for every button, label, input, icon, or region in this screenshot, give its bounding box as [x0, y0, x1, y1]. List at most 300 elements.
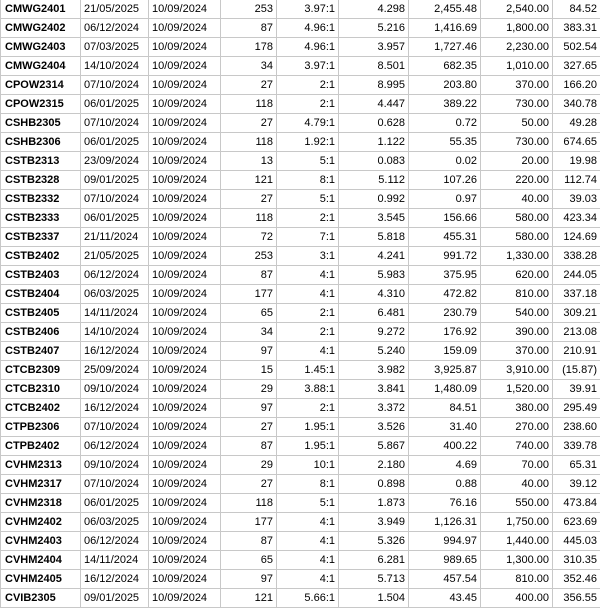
- col7-cell[interactable]: 55.35: [409, 133, 481, 152]
- ratio-cell[interactable]: 3:1: [277, 247, 339, 266]
- value-cell[interactable]: 5.240: [339, 342, 409, 361]
- col7-cell[interactable]: 400.22: [409, 437, 481, 456]
- table-row: [1, 456, 600, 475]
- value-cell[interactable]: 5.983: [339, 266, 409, 285]
- code-cell[interactable]: CSTB2403: [1, 266, 81, 285]
- col7-cell[interactable]: 1,480.09: [409, 380, 481, 399]
- calc-date-cell[interactable]: 10/09/2024: [149, 418, 221, 437]
- days-cell[interactable]: 121: [221, 171, 277, 190]
- col8-cell[interactable]: 220.00: [481, 171, 553, 190]
- days-cell[interactable]: 27: [221, 114, 277, 133]
- ratio-cell[interactable]: 3.97:1: [277, 57, 339, 76]
- col7-cell[interactable]: 3,925.87: [409, 361, 481, 380]
- diff-cell[interactable]: 210.91: [553, 342, 600, 361]
- maturity-date-cell[interactable]: 06/01/2025: [81, 494, 149, 513]
- calc-date-cell[interactable]: 10/09/2024: [149, 114, 221, 133]
- value-cell[interactable]: 1.873: [339, 494, 409, 513]
- diff-cell[interactable]: 295.49: [553, 399, 600, 418]
- maturity-date-cell[interactable]: 09/01/2025: [81, 589, 149, 608]
- diff-cell[interactable]: (15.87): [553, 361, 600, 380]
- days-cell[interactable]: 27: [221, 418, 277, 437]
- days-cell[interactable]: 65: [221, 304, 277, 323]
- calc-date-cell[interactable]: 10/09/2024: [149, 494, 221, 513]
- days-cell[interactable]: 97: [221, 342, 277, 361]
- maturity-date-cell[interactable]: 06/12/2024: [81, 532, 149, 551]
- col7-cell[interactable]: 156.66: [409, 209, 481, 228]
- col7-cell[interactable]: 159.09: [409, 342, 481, 361]
- col8-cell[interactable]: 2,230.00: [481, 38, 553, 57]
- diff-cell[interactable]: 445.03: [553, 532, 600, 551]
- days-cell[interactable]: 65: [221, 551, 277, 570]
- days-cell[interactable]: 13: [221, 152, 277, 171]
- maturity-date-cell[interactable]: 21/05/2025: [81, 247, 149, 266]
- col8-cell[interactable]: 1,330.00: [481, 247, 553, 266]
- value-cell[interactable]: 1.122: [339, 133, 409, 152]
- code-cell[interactable]: CSHB2306: [1, 133, 81, 152]
- col7-cell[interactable]: 43.45: [409, 589, 481, 608]
- diff-cell[interactable]: 39.03: [553, 190, 600, 209]
- code-cell[interactable]: CVHM2318: [1, 494, 81, 513]
- code-cell[interactable]: CMWG2402: [1, 19, 81, 38]
- calc-date-cell[interactable]: 10/09/2024: [149, 380, 221, 399]
- calc-date-cell[interactable]: 10/09/2024: [149, 475, 221, 494]
- days-cell[interactable]: 118: [221, 494, 277, 513]
- value-cell[interactable]: 4.447: [339, 95, 409, 114]
- days-cell[interactable]: 72: [221, 228, 277, 247]
- code-cell[interactable]: CSHB2305: [1, 114, 81, 133]
- ratio-cell[interactable]: 7:1: [277, 228, 339, 247]
- code-cell[interactable]: CTPB2306: [1, 418, 81, 437]
- diff-cell[interactable]: 423.34: [553, 209, 600, 228]
- maturity-date-cell[interactable]: 07/10/2024: [81, 475, 149, 494]
- ratio-cell[interactable]: 8:1: [277, 171, 339, 190]
- days-cell[interactable]: 97: [221, 570, 277, 589]
- maturity-date-cell[interactable]: 06/01/2025: [81, 95, 149, 114]
- col8-cell[interactable]: 400.00: [481, 589, 553, 608]
- ratio-cell[interactable]: 4.96:1: [277, 19, 339, 38]
- maturity-date-cell[interactable]: 06/12/2024: [81, 19, 149, 38]
- col8-cell[interactable]: 1,520.00: [481, 380, 553, 399]
- calc-date-cell[interactable]: 10/09/2024: [149, 76, 221, 95]
- value-cell[interactable]: 1.504: [339, 589, 409, 608]
- days-cell[interactable]: 177: [221, 285, 277, 304]
- value-cell[interactable]: 2.180: [339, 456, 409, 475]
- days-cell[interactable]: 15: [221, 361, 277, 380]
- days-cell[interactable]: 87: [221, 532, 277, 551]
- diff-cell[interactable]: 244.05: [553, 266, 600, 285]
- col7-cell[interactable]: 994.97: [409, 532, 481, 551]
- code-cell[interactable]: CSTB2405: [1, 304, 81, 323]
- ratio-cell[interactable]: 1.92:1: [277, 133, 339, 152]
- code-cell[interactable]: CVHM2405: [1, 570, 81, 589]
- value-cell[interactable]: 5.216: [339, 19, 409, 38]
- table-row: [1, 551, 600, 570]
- days-cell[interactable]: 97: [221, 399, 277, 418]
- col8-cell[interactable]: 1,750.00: [481, 513, 553, 532]
- calc-date-cell[interactable]: 10/09/2024: [149, 247, 221, 266]
- code-cell[interactable]: CSTB2402: [1, 247, 81, 266]
- days-cell[interactable]: 87: [221, 266, 277, 285]
- diff-cell[interactable]: 309.21: [553, 304, 600, 323]
- col7-cell[interactable]: 991.72: [409, 247, 481, 266]
- ratio-cell[interactable]: 4.96:1: [277, 38, 339, 57]
- ratio-cell[interactable]: 2:1: [277, 304, 339, 323]
- code-cell[interactable]: CVHM2402: [1, 513, 81, 532]
- col8-cell[interactable]: 380.00: [481, 399, 553, 418]
- table-row: [1, 475, 600, 494]
- days-cell[interactable]: 34: [221, 57, 277, 76]
- days-cell[interactable]: 177: [221, 513, 277, 532]
- diff-cell[interactable]: 310.35: [553, 551, 600, 570]
- col8-cell[interactable]: 2,540.00: [481, 0, 553, 19]
- col7-cell[interactable]: 0.72: [409, 114, 481, 133]
- table-row: [1, 494, 600, 513]
- col8-cell[interactable]: 620.00: [481, 266, 553, 285]
- maturity-date-cell[interactable]: 06/01/2025: [81, 133, 149, 152]
- ratio-cell[interactable]: 2:1: [277, 209, 339, 228]
- table-row: [1, 133, 600, 152]
- ratio-cell[interactable]: 10:1: [277, 456, 339, 475]
- diff-cell[interactable]: 623.69: [553, 513, 600, 532]
- value-cell[interactable]: 3.949: [339, 513, 409, 532]
- ratio-cell[interactable]: 3.88:1: [277, 380, 339, 399]
- col7-cell[interactable]: 472.82: [409, 285, 481, 304]
- ratio-cell[interactable]: 5:1: [277, 152, 339, 171]
- table-row: [1, 361, 600, 380]
- col7-cell[interactable]: 682.35: [409, 57, 481, 76]
- code-cell[interactable]: CMWG2404: [1, 57, 81, 76]
- maturity-date-cell[interactable]: 06/12/2024: [81, 266, 149, 285]
- col7-cell[interactable]: 76.16: [409, 494, 481, 513]
- code-cell[interactable]: CVIB2305: [1, 589, 81, 608]
- code-cell[interactable]: CMWG2401: [1, 0, 81, 19]
- col8-cell[interactable]: 50.00: [481, 114, 553, 133]
- code-cell[interactable]: CSTB2333: [1, 209, 81, 228]
- col7-cell[interactable]: 389.22: [409, 95, 481, 114]
- maturity-date-cell[interactable]: 14/11/2024: [81, 551, 149, 570]
- calc-date-cell[interactable]: 10/09/2024: [149, 570, 221, 589]
- calc-date-cell[interactable]: 10/09/2024: [149, 152, 221, 171]
- col8-cell[interactable]: 810.00: [481, 570, 553, 589]
- diff-cell[interactable]: 39.91: [553, 380, 600, 399]
- col7-cell[interactable]: 230.79: [409, 304, 481, 323]
- col7-cell[interactable]: 989.65: [409, 551, 481, 570]
- col8-cell[interactable]: 580.00: [481, 228, 553, 247]
- days-cell[interactable]: 29: [221, 456, 277, 475]
- maturity-date-cell[interactable]: 14/11/2024: [81, 304, 149, 323]
- col7-cell[interactable]: 84.51: [409, 399, 481, 418]
- calc-date-cell[interactable]: 10/09/2024: [149, 38, 221, 57]
- ratio-cell[interactable]: 2:1: [277, 95, 339, 114]
- calc-date-cell[interactable]: 10/09/2024: [149, 57, 221, 76]
- col8-cell[interactable]: 1,800.00: [481, 19, 553, 38]
- maturity-date-cell[interactable]: 21/11/2024: [81, 228, 149, 247]
- col8-cell[interactable]: 3,910.00: [481, 361, 553, 380]
- days-cell[interactable]: 27: [221, 475, 277, 494]
- diff-cell[interactable]: 166.20: [553, 76, 600, 95]
- col8-cell[interactable]: 70.00: [481, 456, 553, 475]
- diff-cell[interactable]: 124.69: [553, 228, 600, 247]
- value-cell[interactable]: 6.481: [339, 304, 409, 323]
- ratio-cell[interactable]: 4:1: [277, 532, 339, 551]
- col7-cell[interactable]: 4.69: [409, 456, 481, 475]
- code-cell[interactable]: CTCB2310: [1, 380, 81, 399]
- table-row: [1, 171, 600, 190]
- value-cell[interactable]: 9.272: [339, 323, 409, 342]
- col8-cell[interactable]: 390.00: [481, 323, 553, 342]
- value-cell[interactable]: 4.241: [339, 247, 409, 266]
- calc-date-cell[interactable]: 10/09/2024: [149, 304, 221, 323]
- diff-cell[interactable]: 340.78: [553, 95, 600, 114]
- ratio-cell[interactable]: 8:1: [277, 475, 339, 494]
- diff-cell[interactable]: 112.74: [553, 171, 600, 190]
- diff-cell[interactable]: 338.28: [553, 247, 600, 266]
- days-cell[interactable]: 34: [221, 323, 277, 342]
- diff-cell[interactable]: 356.55: [553, 589, 600, 608]
- diff-cell[interactable]: 337.18: [553, 285, 600, 304]
- ratio-cell[interactable]: 4:1: [277, 285, 339, 304]
- code-cell[interactable]: CSTB2407: [1, 342, 81, 361]
- col7-cell[interactable]: 1,126.31: [409, 513, 481, 532]
- calc-date-cell[interactable]: 10/09/2024: [149, 190, 221, 209]
- diff-cell[interactable]: 39.12: [553, 475, 600, 494]
- col7-cell[interactable]: 1,416.69: [409, 19, 481, 38]
- calc-date-cell[interactable]: 10/09/2024: [149, 456, 221, 475]
- days-cell[interactable]: 121: [221, 589, 277, 608]
- col8-cell[interactable]: 740.00: [481, 437, 553, 456]
- diff-cell[interactable]: 352.46: [553, 570, 600, 589]
- days-cell[interactable]: 118: [221, 95, 277, 114]
- code-cell[interactable]: CMWG2403: [1, 38, 81, 57]
- maturity-date-cell[interactable]: 16/12/2024: [81, 342, 149, 361]
- code-cell[interactable]: CPOW2315: [1, 95, 81, 114]
- calc-date-cell[interactable]: 10/09/2024: [149, 551, 221, 570]
- col7-cell[interactable]: 203.80: [409, 76, 481, 95]
- code-cell[interactable]: CSTB2404: [1, 285, 81, 304]
- value-cell[interactable]: 5.326: [339, 532, 409, 551]
- code-cell[interactable]: CSTB2313: [1, 152, 81, 171]
- maturity-date-cell[interactable]: 14/10/2024: [81, 323, 149, 342]
- days-cell[interactable]: 87: [221, 437, 277, 456]
- calc-date-cell[interactable]: 10/09/2024: [149, 437, 221, 456]
- calc-date-cell[interactable]: 10/09/2024: [149, 228, 221, 247]
- col7-cell[interactable]: 0.88: [409, 475, 481, 494]
- value-cell[interactable]: 3.982: [339, 361, 409, 380]
- ratio-cell[interactable]: 1.95:1: [277, 437, 339, 456]
- ratio-cell[interactable]: 1.45:1: [277, 361, 339, 380]
- ratio-cell[interactable]: 4:1: [277, 513, 339, 532]
- col7-cell[interactable]: 2,455.48: [409, 0, 481, 19]
- maturity-date-cell[interactable]: 21/05/2025: [81, 0, 149, 19]
- maturity-date-cell[interactable]: 14/10/2024: [81, 57, 149, 76]
- days-cell[interactable]: 29: [221, 380, 277, 399]
- calc-date-cell[interactable]: 10/09/2024: [149, 285, 221, 304]
- col8-cell[interactable]: 1,440.00: [481, 532, 553, 551]
- ratio-cell[interactable]: 4:1: [277, 266, 339, 285]
- maturity-date-cell[interactable]: 09/01/2025: [81, 171, 149, 190]
- calc-date-cell[interactable]: 10/09/2024: [149, 19, 221, 38]
- table-row: [1, 513, 600, 532]
- diff-cell[interactable]: 502.54: [553, 38, 600, 57]
- table-row: [1, 0, 600, 19]
- calc-date-cell[interactable]: 10/09/2024: [149, 532, 221, 551]
- maturity-date-cell[interactable]: 09/10/2024: [81, 456, 149, 475]
- col7-cell[interactable]: 457.54: [409, 570, 481, 589]
- col8-cell[interactable]: 20.00: [481, 152, 553, 171]
- code-cell[interactable]: CSTB2337: [1, 228, 81, 247]
- calc-date-cell[interactable]: 10/09/2024: [149, 342, 221, 361]
- days-cell[interactable]: 178: [221, 38, 277, 57]
- ratio-cell[interactable]: 2:1: [277, 76, 339, 95]
- maturity-date-cell[interactable]: 07/10/2024: [81, 114, 149, 133]
- col8-cell[interactable]: 1,300.00: [481, 551, 553, 570]
- col8-cell[interactable]: 370.00: [481, 76, 553, 95]
- col8-cell[interactable]: 730.00: [481, 133, 553, 152]
- value-cell[interactable]: 5.867: [339, 437, 409, 456]
- diff-cell[interactable]: 327.65: [553, 57, 600, 76]
- code-cell[interactable]: CSTB2332: [1, 190, 81, 209]
- maturity-date-cell[interactable]: 06/12/2024: [81, 437, 149, 456]
- col8-cell[interactable]: 550.00: [481, 494, 553, 513]
- calc-date-cell[interactable]: 10/09/2024: [149, 95, 221, 114]
- value-cell[interactable]: 6.281: [339, 551, 409, 570]
- value-cell[interactable]: 3.526: [339, 418, 409, 437]
- col7-cell[interactable]: 31.40: [409, 418, 481, 437]
- value-cell[interactable]: 3.841: [339, 380, 409, 399]
- value-cell[interactable]: 4.298: [339, 0, 409, 19]
- days-cell[interactable]: 118: [221, 209, 277, 228]
- maturity-date-cell[interactable]: 25/09/2024: [81, 361, 149, 380]
- maturity-date-cell[interactable]: 09/10/2024: [81, 380, 149, 399]
- calc-date-cell[interactable]: 10/09/2024: [149, 209, 221, 228]
- code-cell[interactable]: CVHM2313: [1, 456, 81, 475]
- maturity-date-cell[interactable]: 06/01/2025: [81, 209, 149, 228]
- diff-cell[interactable]: 674.65: [553, 133, 600, 152]
- col7-cell[interactable]: 1,727.46: [409, 38, 481, 57]
- col7-cell[interactable]: 0.97: [409, 190, 481, 209]
- diff-cell[interactable]: 65.31: [553, 456, 600, 475]
- diff-cell[interactable]: 238.60: [553, 418, 600, 437]
- col7-cell[interactable]: 455.31: [409, 228, 481, 247]
- ratio-cell[interactable]: 4:1: [277, 342, 339, 361]
- calc-date-cell[interactable]: 10/09/2024: [149, 513, 221, 532]
- days-cell[interactable]: 27: [221, 190, 277, 209]
- col8-cell[interactable]: 580.00: [481, 209, 553, 228]
- col7-cell[interactable]: 0.02: [409, 152, 481, 171]
- code-cell[interactable]: CVHM2317: [1, 475, 81, 494]
- calc-date-cell[interactable]: 10/09/2024: [149, 171, 221, 190]
- col7-cell[interactable]: 107.26: [409, 171, 481, 190]
- code-cell[interactable]: CVHM2403: [1, 532, 81, 551]
- col8-cell[interactable]: 730.00: [481, 95, 553, 114]
- code-cell[interactable]: CTPB2402: [1, 437, 81, 456]
- diff-cell[interactable]: 84.52: [553, 0, 600, 19]
- maturity-date-cell[interactable]: 16/12/2024: [81, 570, 149, 589]
- ratio-cell[interactable]: 5:1: [277, 494, 339, 513]
- col8-cell[interactable]: 40.00: [481, 475, 553, 494]
- table-row: [1, 589, 600, 608]
- col8-cell[interactable]: 370.00: [481, 342, 553, 361]
- ratio-cell[interactable]: 5:1: [277, 190, 339, 209]
- value-cell[interactable]: 3.372: [339, 399, 409, 418]
- code-cell[interactable]: CVHM2404: [1, 551, 81, 570]
- diff-cell[interactable]: 383.31: [553, 19, 600, 38]
- col7-cell[interactable]: 375.95: [409, 266, 481, 285]
- calc-date-cell[interactable]: 10/09/2024: [149, 589, 221, 608]
- value-cell[interactable]: 8.501: [339, 57, 409, 76]
- calc-date-cell[interactable]: 10/09/2024: [149, 361, 221, 380]
- value-cell[interactable]: 0.992: [339, 190, 409, 209]
- col8-cell[interactable]: 540.00: [481, 304, 553, 323]
- days-cell[interactable]: 87: [221, 19, 277, 38]
- code-cell[interactable]: CSTB2328: [1, 171, 81, 190]
- ratio-cell[interactable]: 5.66:1: [277, 589, 339, 608]
- maturity-date-cell[interactable]: 07/03/2025: [81, 38, 149, 57]
- days-cell[interactable]: 253: [221, 247, 277, 266]
- value-cell[interactable]: 5.713: [339, 570, 409, 589]
- diff-cell[interactable]: 49.28: [553, 114, 600, 133]
- maturity-date-cell[interactable]: 07/10/2024: [81, 190, 149, 209]
- code-cell[interactable]: CPOW2314: [1, 76, 81, 95]
- value-cell[interactable]: 3.545: [339, 209, 409, 228]
- value-cell[interactable]: 0.083: [339, 152, 409, 171]
- ratio-cell[interactable]: 4.79:1: [277, 114, 339, 133]
- col8-cell[interactable]: 1,010.00: [481, 57, 553, 76]
- ratio-cell[interactable]: 3.97:1: [277, 0, 339, 19]
- col8-cell[interactable]: 270.00: [481, 418, 553, 437]
- maturity-date-cell[interactable]: 07/10/2024: [81, 76, 149, 95]
- value-cell[interactable]: 0.628: [339, 114, 409, 133]
- calc-date-cell[interactable]: 10/09/2024: [149, 266, 221, 285]
- ratio-cell[interactable]: 2:1: [277, 399, 339, 418]
- ratio-cell[interactable]: 2:1: [277, 323, 339, 342]
- table-row: [1, 304, 600, 323]
- calc-date-cell[interactable]: 10/09/2024: [149, 399, 221, 418]
- col8-cell[interactable]: 810.00: [481, 285, 553, 304]
- value-cell[interactable]: 3.957: [339, 38, 409, 57]
- calc-date-cell[interactable]: 10/09/2024: [149, 323, 221, 342]
- maturity-date-cell[interactable]: 23/09/2024: [81, 152, 149, 171]
- code-cell[interactable]: CTCB2309: [1, 361, 81, 380]
- diff-cell[interactable]: 339.78: [553, 437, 600, 456]
- col8-cell[interactable]: 40.00: [481, 190, 553, 209]
- value-cell[interactable]: 4.310: [339, 285, 409, 304]
- value-cell[interactable]: 5.112: [339, 171, 409, 190]
- diff-cell[interactable]: 213.08: [553, 323, 600, 342]
- ratio-cell[interactable]: 4:1: [277, 551, 339, 570]
- calc-date-cell[interactable]: 10/09/2024: [149, 133, 221, 152]
- table-row: [1, 228, 600, 247]
- calc-date-cell[interactable]: 10/09/2024: [149, 0, 221, 19]
- days-cell[interactable]: 253: [221, 0, 277, 19]
- code-cell[interactable]: CTCB2402: [1, 399, 81, 418]
- maturity-date-cell[interactable]: 16/12/2024: [81, 399, 149, 418]
- value-cell[interactable]: 0.898: [339, 475, 409, 494]
- ratio-cell[interactable]: 4:1: [277, 570, 339, 589]
- days-cell[interactable]: 27: [221, 76, 277, 95]
- maturity-date-cell[interactable]: 06/03/2025: [81, 285, 149, 304]
- value-cell[interactable]: 5.818: [339, 228, 409, 247]
- diff-cell[interactable]: 19.98: [553, 152, 600, 171]
- value-cell[interactable]: 8.995: [339, 76, 409, 95]
- code-cell[interactable]: CSTB2406: [1, 323, 81, 342]
- col7-cell[interactable]: 176.92: [409, 323, 481, 342]
- maturity-date-cell[interactable]: 07/10/2024: [81, 418, 149, 437]
- maturity-date-cell[interactable]: 06/03/2025: [81, 513, 149, 532]
- diff-cell[interactable]: 473.84: [553, 494, 600, 513]
- days-cell[interactable]: 118: [221, 133, 277, 152]
- ratio-cell[interactable]: 1.95:1: [277, 418, 339, 437]
